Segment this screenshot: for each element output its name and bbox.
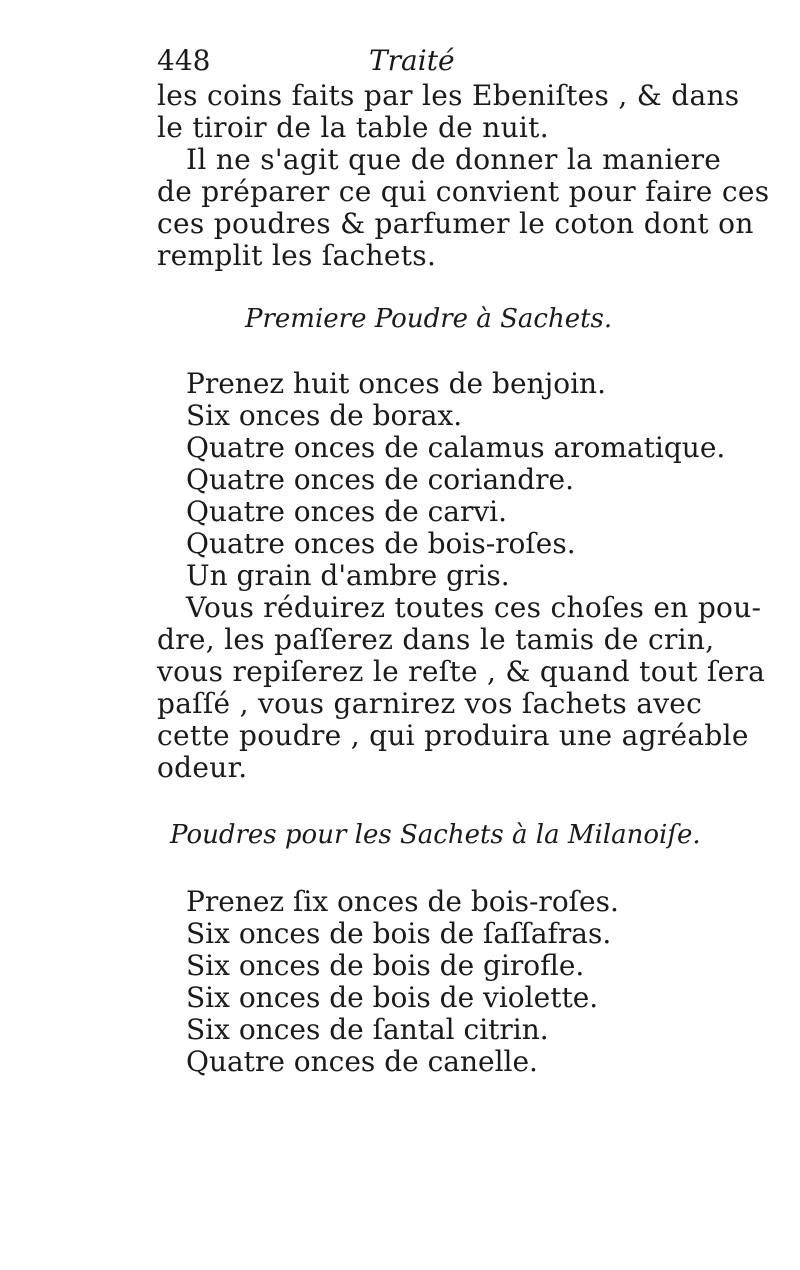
text-line: cette poudre , qui produira une agréable [157, 719, 749, 752]
text-line: Il ne s'agit que de donner la maniere [186, 143, 722, 176]
text-line: dre, les paſſerez dans le tamis de crin, [157, 623, 715, 656]
page-header [157, 44, 657, 84]
running-head: Traité [369, 44, 455, 77]
text-line: ces poudres & parfumer le coton dont on [157, 207, 754, 240]
ingredient-line: Quatre onces de carvi. [186, 495, 508, 528]
ingredient-line: Quatre onces de canelle. [186, 1045, 538, 1078]
ingredient-line: Six onces de ſantal citrin. [186, 1013, 549, 1046]
text-line: odeur. [157, 751, 248, 784]
ingredient-line: Un grain d'ambre gris. [186, 559, 510, 592]
ingredient-line: Six onces de bois de girofle. [186, 949, 585, 982]
ingredient-line: Quatre onces de calamus aromatique. [186, 431, 726, 464]
ingredient-line: Quatre onces de bois-roſes. [186, 527, 576, 560]
section-heading: Premiere Poudre à Sachets. [245, 304, 613, 334]
ingredient-line: Prenez ſix onces de bois-roſes. [186, 885, 619, 918]
text-line: les coins faits par les Ebeniſtes , & dans [157, 79, 740, 112]
ingredient-line: Six onces de bois de ſaſſafras. [186, 917, 612, 950]
ingredient-line: Six onces de borax. [186, 399, 463, 432]
ingredient-line: Quatre onces de coriandre. [186, 463, 574, 496]
ingredient-line: Prenez huit onces de benjoin. [186, 367, 606, 400]
text-line: le tiroir de la table de nuit. [157, 111, 549, 144]
text-line: remplit les ſachets. [157, 239, 437, 272]
text-line: de préparer ce qui convient pour faire ces [157, 175, 770, 208]
text-line: paſſé , vous garnirez vos ſachets avec [157, 687, 703, 720]
section-heading: Poudres pour les Sachets à la Milanoiſe. [170, 820, 701, 850]
text-line: Vous réduirez toutes ces choſes en pou- [186, 591, 762, 624]
ingredient-line: Six onces de bois de violette. [186, 981, 599, 1014]
page-number: 448 [157, 44, 211, 77]
text-line: vous repiſerez le reſte , & quand tout ſera [157, 655, 766, 688]
